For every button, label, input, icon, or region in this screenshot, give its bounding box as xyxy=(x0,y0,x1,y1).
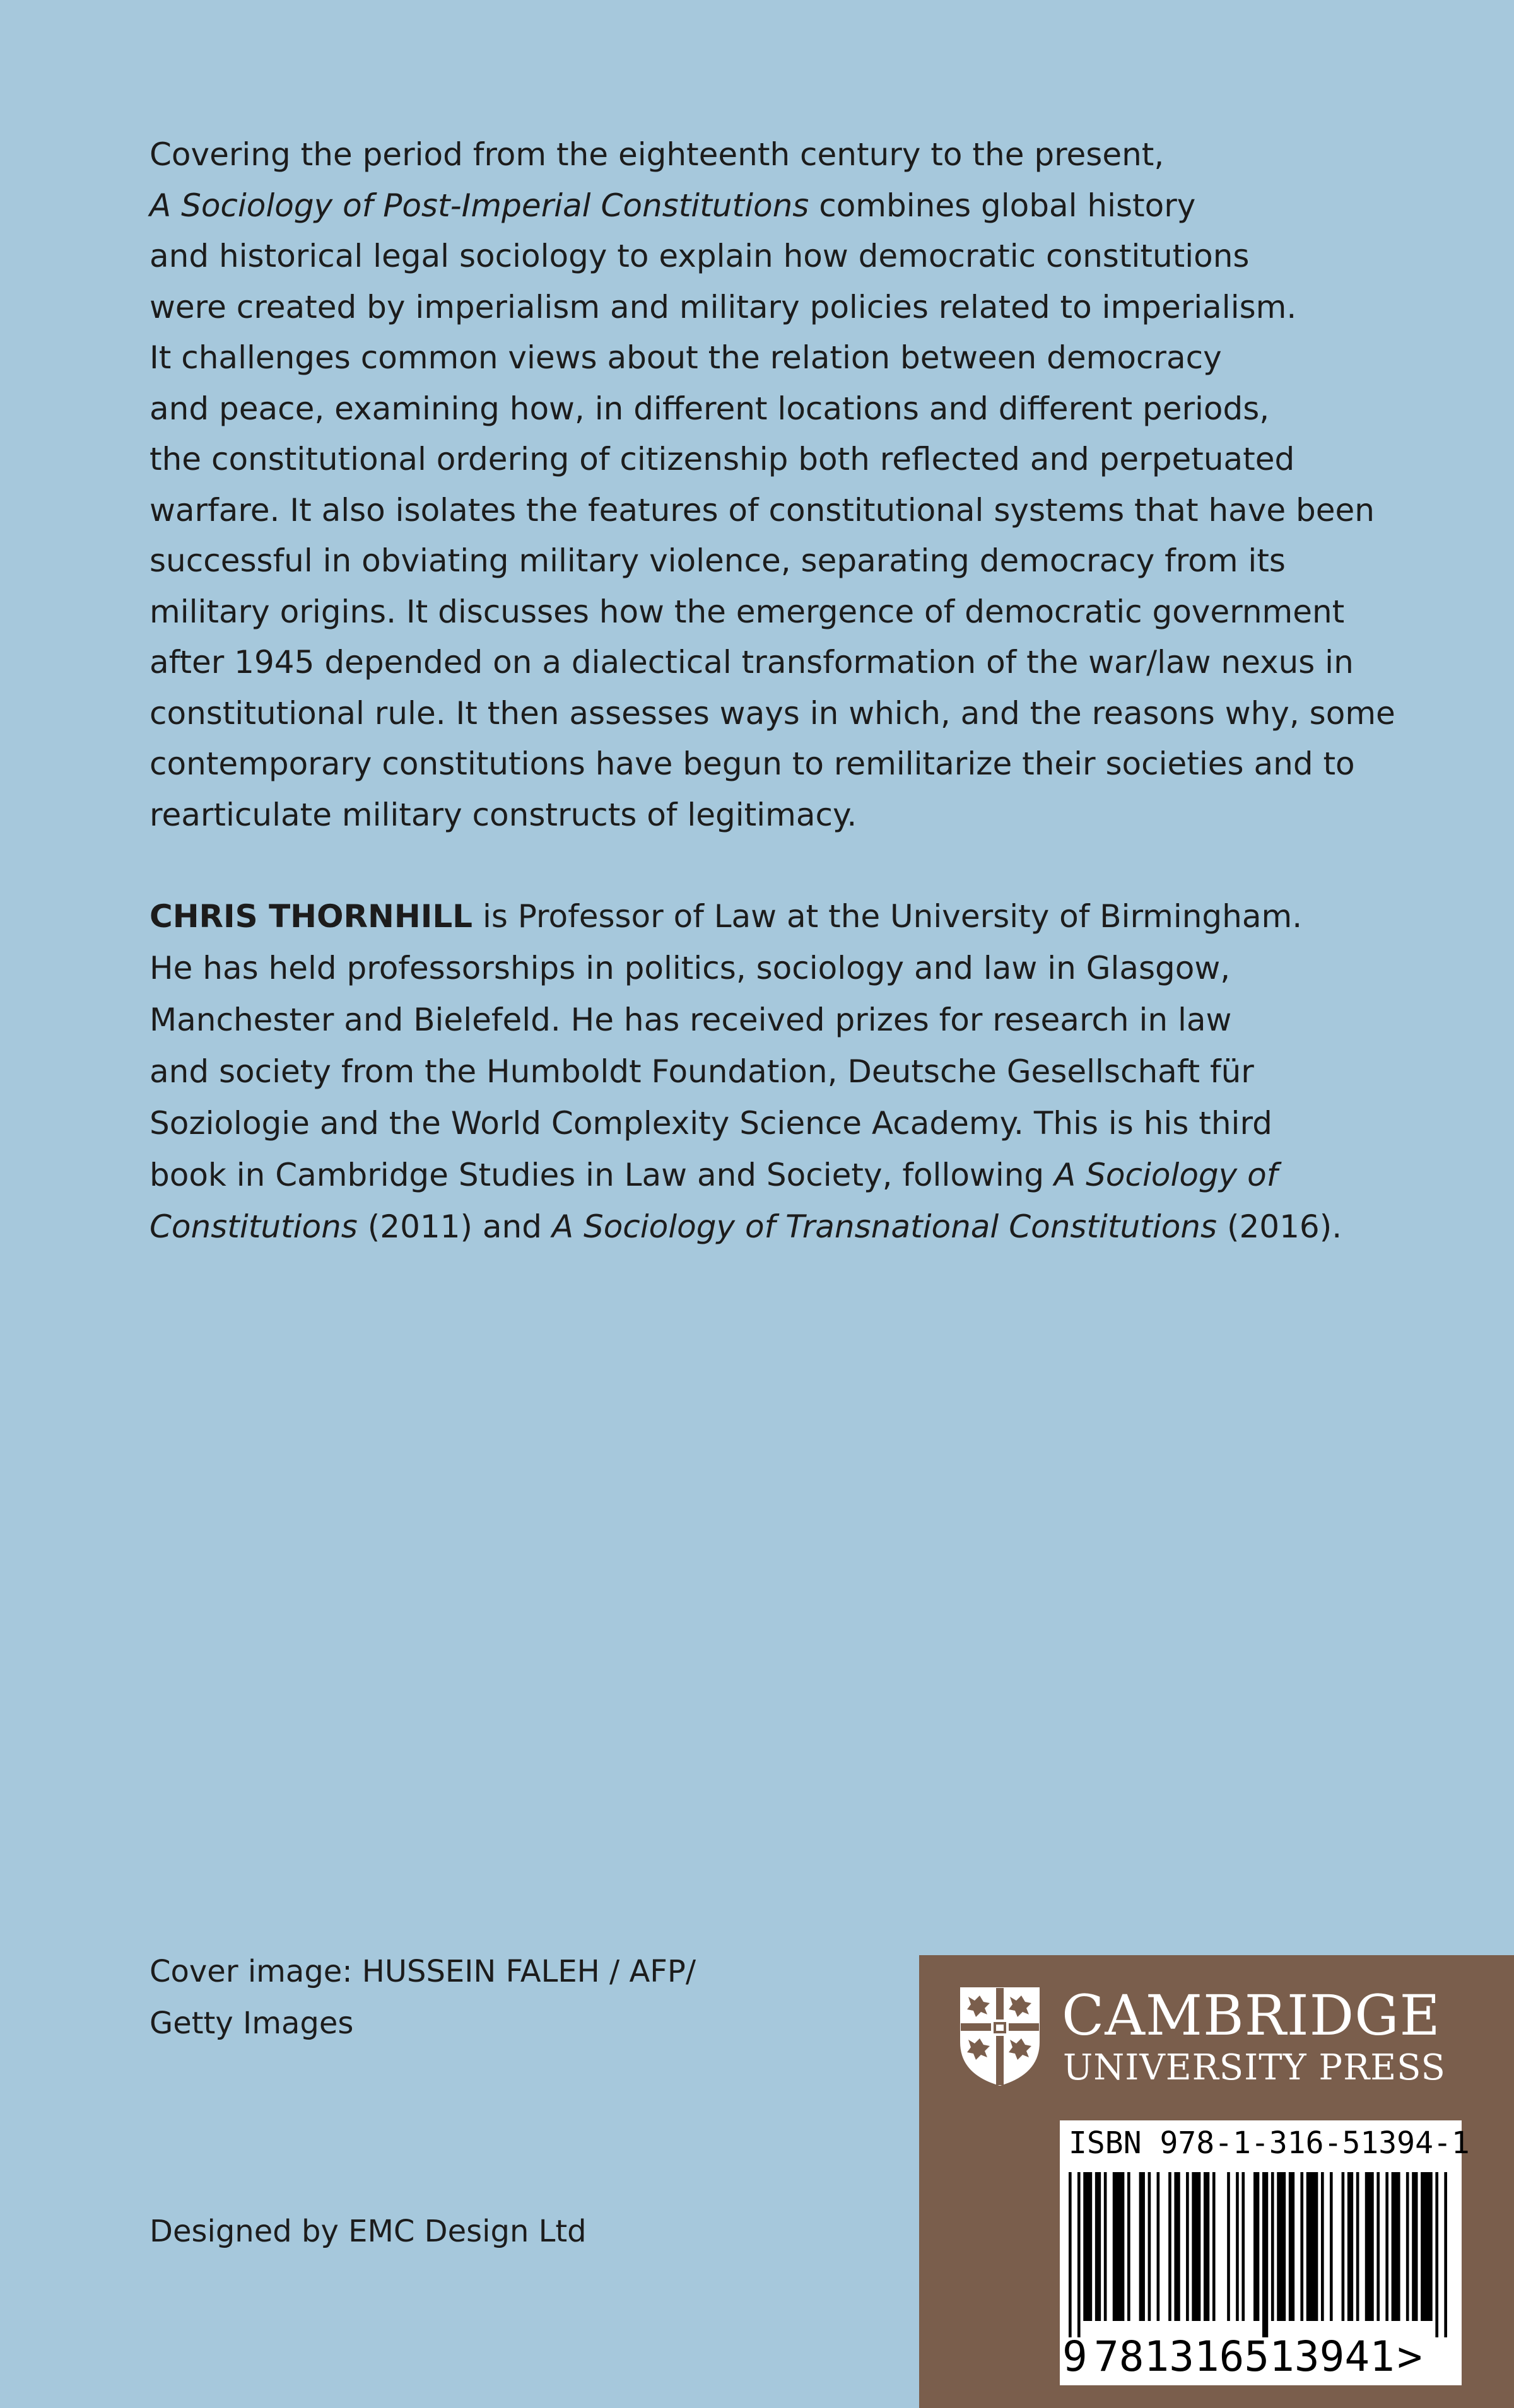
barcode-bar xyxy=(1376,2172,1380,2321)
barcode-bar xyxy=(1406,2172,1409,2321)
book-description xyxy=(150,129,1436,840)
barcode-bar xyxy=(1300,2172,1303,2321)
blurb-line: warfare. It also isolates the features of constitutional systems that have been xyxy=(150,491,1375,529)
barcode-bar xyxy=(1271,2172,1274,2321)
publisher-line-2: UNIVERSITY PRESS xyxy=(1063,2047,1446,2088)
barcode-bar xyxy=(1204,2172,1209,2321)
author-name: CHRIS THORNHILL xyxy=(150,898,473,935)
credit-line: Cover image: HUSSEIN FALEH / AFP/ xyxy=(150,1954,696,1989)
barcode-bar xyxy=(1412,2172,1417,2321)
blurb-line: It challenges common views about the relation between democracy xyxy=(150,339,1222,376)
blurb-line: rearticulate military constructs of legitimacy. xyxy=(150,796,857,833)
publisher-line-1: CAMBRIDGE xyxy=(1062,1983,1441,2048)
barcode-bar xyxy=(1289,2172,1294,2321)
barcode-bar xyxy=(1253,2172,1259,2321)
barcode-bar xyxy=(1236,2172,1239,2321)
barcode-bar xyxy=(1227,2172,1230,2321)
publisher-panel xyxy=(919,1955,1514,2408)
barcode-bars xyxy=(1069,2172,1447,2337)
cambridge-crest-icon xyxy=(958,1985,1042,2088)
barcode-bar xyxy=(1262,2172,1268,2337)
bio-line: and society from the Humboldt Foundation, Deutsche Gesellschaft für xyxy=(150,1053,1254,1090)
author-bio xyxy=(150,891,1436,1253)
barcode-bar xyxy=(1127,2172,1130,2321)
barcode-bar xyxy=(1077,2172,1081,2337)
barcode-bar xyxy=(1168,2172,1171,2321)
cover-image-credit xyxy=(150,1946,696,2049)
barcode-bar xyxy=(1083,2172,1092,2321)
publisher-name xyxy=(1062,1985,1446,2090)
book-title: A Sociology of Transnational Constitutions xyxy=(551,1208,1218,1245)
barcode-bar xyxy=(1212,2172,1216,2321)
barcode-bar xyxy=(1113,2172,1125,2321)
barcode-bar xyxy=(1104,2172,1107,2321)
blurb-line: combines global history xyxy=(809,187,1196,224)
blurb-line: the constitutional ordering of citizenship both reflected and perpetuated xyxy=(150,441,1295,477)
isbn-digits xyxy=(1062,2332,1423,2381)
barcode-bar xyxy=(1347,2172,1353,2321)
blurb-line: were created by imperialism and military policies related to imperialism. xyxy=(150,288,1297,325)
blurb-line: and historical legal sociology to explain how democratic constitutions xyxy=(150,238,1250,274)
barcode-bar xyxy=(1321,2172,1324,2321)
barcode-bar xyxy=(1330,2172,1333,2321)
barcode-bar xyxy=(1241,2172,1245,2321)
isbn-label: ISBN 978-1-316-51394-1 xyxy=(1069,2125,1470,2161)
barcode-bar xyxy=(1435,2172,1438,2337)
blurb-line: after 1945 depended on a dialectical transformation of the war/law nexus in xyxy=(150,644,1354,681)
book-title: Constitutions xyxy=(150,1208,358,1245)
barcode-bar xyxy=(1186,2172,1189,2321)
isbn-arrow: > xyxy=(1397,2332,1423,2381)
bio-line: book in Cambridge Studies in Law and Society, following xyxy=(150,1157,1055,1193)
blurb-line: and peace, examining how, in different locations and different periods, xyxy=(150,390,1270,427)
credit-line: Getty Images xyxy=(150,2006,354,2041)
barcode-bar xyxy=(1192,2172,1200,2321)
isbn-barcode xyxy=(1060,2120,1470,2385)
book-title: A Sociology of xyxy=(1054,1157,1278,1193)
barcode-bar xyxy=(1444,2172,1447,2337)
barcode-bar xyxy=(1365,2172,1374,2321)
barcode-bar xyxy=(1148,2172,1151,2321)
barcode-bar xyxy=(1139,2172,1145,2321)
barcode-bar xyxy=(1157,2172,1160,2321)
barcode-bar xyxy=(1421,2172,1433,2321)
barcode-bar xyxy=(1342,2172,1345,2321)
barcode-bar xyxy=(1174,2172,1180,2321)
barcode-bar xyxy=(1306,2172,1318,2321)
designer-credit: Designed by EMC Design Ltd xyxy=(150,2214,587,2249)
blurb-line: constitutional rule. It then assesses ways in which, and the reasons why, some xyxy=(150,694,1395,732)
barcode-bar xyxy=(1392,2172,1400,2321)
blurb-line: military origins. It discusses how the emergence of democratic government xyxy=(150,593,1345,630)
isbn-number: 781316513941 xyxy=(1094,2332,1395,2381)
barcode-bar xyxy=(1356,2172,1359,2321)
isbn-lead-digit: 9 xyxy=(1062,2332,1088,2381)
bio-line: (2011) and xyxy=(357,1208,552,1245)
blurb-line: Covering the period from the eighteenth century to the present, xyxy=(150,136,1165,173)
bio-line: He has held professorships in politics, sociology and law in Glasgow, xyxy=(150,950,1231,986)
barcode-bar xyxy=(1385,2172,1388,2321)
barcode-bar xyxy=(1095,2172,1101,2321)
bio-line: (2016). xyxy=(1217,1208,1342,1245)
barcode-bar xyxy=(1277,2172,1286,2321)
bio-line: is Professor of Law at the University of Birmingham. xyxy=(472,898,1303,935)
blurb-line: successful in obviating military violence, separating democracy from its xyxy=(150,542,1286,579)
bio-line: Manchester and Bielefeld. He has received prizes for research in law xyxy=(150,1002,1232,1038)
book-title: A Sociology of Post-Imperial Constitutions xyxy=(150,187,809,224)
bio-line: Soziologie and the World Complexity Science Academy. This is his third xyxy=(150,1105,1272,1142)
blurb-line: contemporary constitutions have begun to remilitarize their societies and to xyxy=(150,745,1355,782)
barcode-bar xyxy=(1069,2172,1072,2337)
